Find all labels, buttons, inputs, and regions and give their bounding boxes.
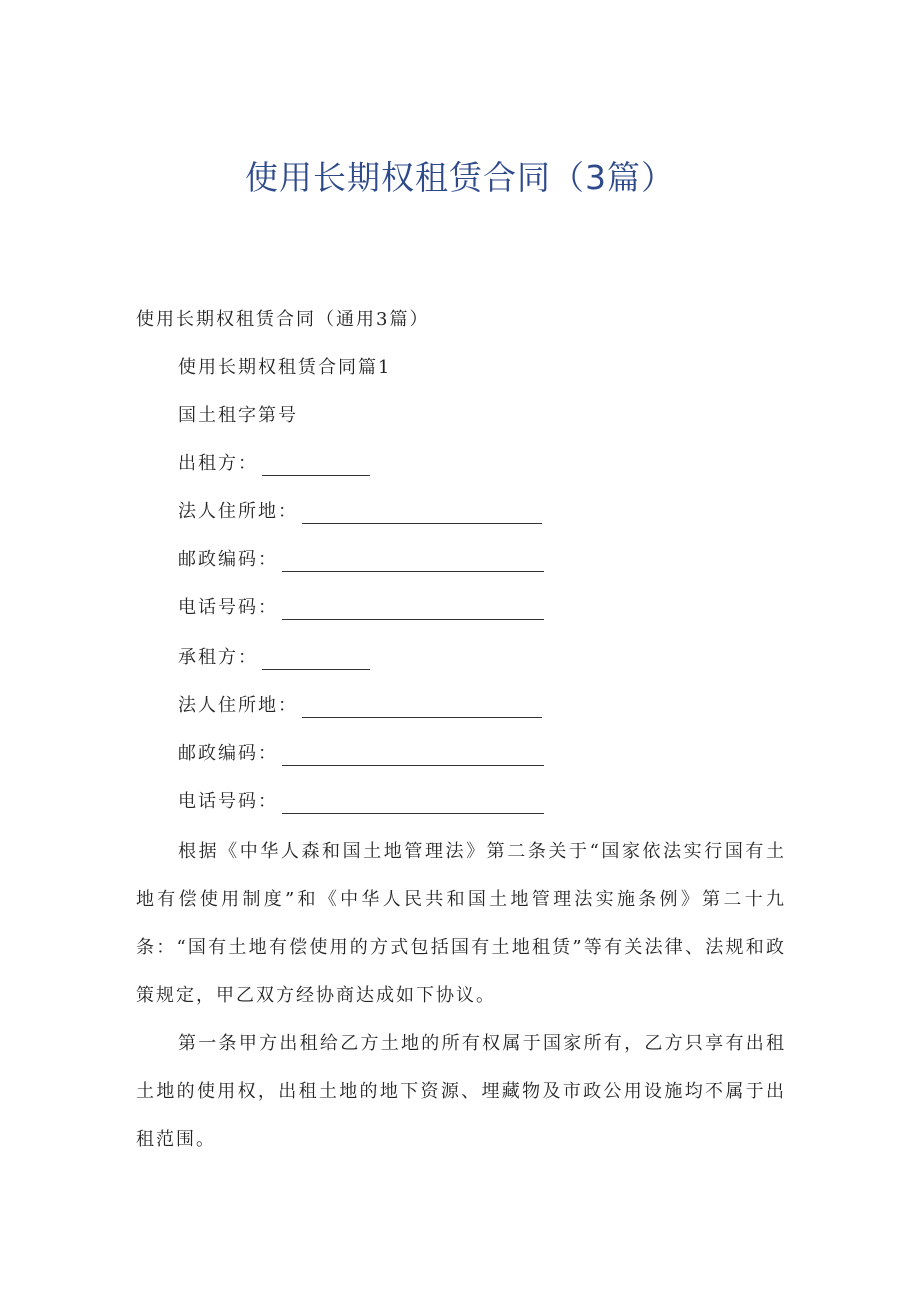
section-heading: 使用长期权租赁合同篇1 — [178, 357, 392, 378]
lessor-phone-row — [178, 596, 544, 620]
lessor-address-blank[interactable] — [302, 503, 542, 524]
lessee-postcode-row — [178, 742, 544, 766]
lessee-phone-label: 电话号码： — [178, 791, 278, 812]
lessee-phone-row — [178, 790, 544, 814]
lessor-phone-blank[interactable] — [282, 599, 544, 620]
paragraph-legal-basis: 根据《中华人森和国土地管理法》第二条关于“国家依法实行国有土地有偿使用制度”和《中华人民共和国土地管理法实施条例》第二十九条：“国有土地有偿使用的方式包括国有土地租赁”等有关法律、法规和政策规定，甲乙双方经协商达成如下协议。 — [136, 841, 786, 1006]
lessor-postcode-blank[interactable] — [282, 551, 544, 572]
lessee-address-label: 法人住所地： — [178, 695, 298, 716]
lessor-phone-label: 电话号码： — [178, 597, 278, 618]
lessor-address-row — [178, 500, 542, 524]
lessee-postcode-blank[interactable] — [282, 745, 544, 766]
lessee-name-blank[interactable] — [262, 649, 370, 670]
lessee-name-row — [178, 646, 370, 670]
document-subtitle: 使用长期权租赁合同（通用3篇） — [136, 309, 430, 330]
paragraph-article-1: 第一条甲方出租给乙方土地的所有权属于国家所有，乙方只享有出租土地的使用权，出租土地的地下资源、埋藏物及市政公用设施均不属于出租范围。 — [136, 1033, 786, 1150]
lessor-name-label: 出租方： — [178, 453, 258, 474]
lessor-address-label: 法人住所地： — [178, 501, 298, 522]
lessor-postcode-row — [178, 548, 544, 572]
lessor-name-row — [178, 452, 370, 476]
lessee-phone-blank[interactable] — [282, 793, 544, 814]
lessee-postcode-label: 邮政编码： — [178, 743, 278, 764]
lessee-name-label: 承租方： — [178, 647, 258, 668]
lessor-postcode-label: 邮政编码： — [178, 549, 278, 570]
lessor-name-blank[interactable] — [262, 455, 370, 476]
document-title: 使用长期权租赁合同（3篇） — [245, 158, 675, 197]
lessee-address-row — [178, 694, 542, 718]
document-number: 国土租字第号 — [178, 405, 298, 426]
lessee-address-blank[interactable] — [302, 697, 542, 718]
